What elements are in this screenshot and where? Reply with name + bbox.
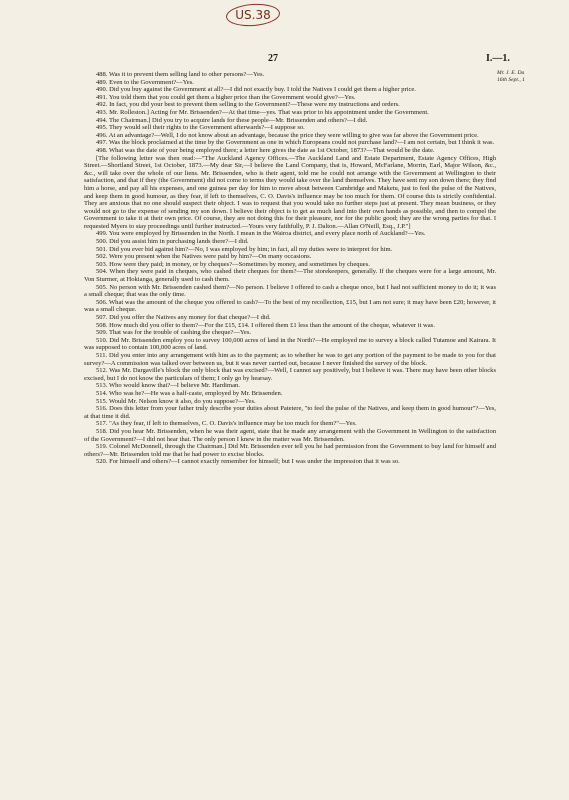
paragraph: 517. "As they fear, if left to themselves, C. O. Davis's influence may be too much for them?"—Yes. xyxy=(96,420,357,428)
paragraph: 498. What was the date of your being employed there; a letter here gives the date as 1st October, 1873?—That would be the date. xyxy=(96,146,435,154)
margin-note-date: 16th Sept., 1 xyxy=(497,77,525,83)
paragraph: 492. In fact, you did your best to prevent them selling to the Government?—These were my instructions and orders. xyxy=(96,101,400,109)
quoted-letter: [The following letter was then read:—"The Auckland Agency Offices.—The Auckland Land and Estate Department, Estate Agency Offices, High Street.—Shortland Street, 1st October, 1873.—My dear Sir,—I believe the Land Company, that is, Howard, McFarlane, Morrin, Earl, Major Wilson, &c., &c., will take over the whole of our liens. Mr. Brissenden, who is their agent, told me he could not arrange with the Government at Wellington to their satisfaction, and that if they (the Government) did not come to terms they would take over the land themselves. They have sent my son down there; they find him a horse, and pay all his expenses, and one guinea per day for him to move about between Cambridge and Maketu, just to feel the pulse of the Natives, and keep them in good humour, as they fear, if left to themselves, C. O. Davis's influence may be too much for them. Of course this is strictly confidential. They are anxious that no one should suspect their object. I was to request that you would take no further steps just at present. They mean business, or they would not go to the expense of sending my son down. I believe their object is to get as much land into their own hands as possible, and then to compel the Government to take it at their own price. Of course, they are not doing this for their pleasure, nor for the public good; they are the wrong parties for that. I requested Myers to stay proceedings until further instructed.—Yours very faithfully, P. J. Dalton.—Allan O'Neill, Esq., J.P."] xyxy=(84,154,496,230)
paragraph: 507. Did you offer the Natives any money for that cheque?—I did. xyxy=(96,314,271,321)
paragraph: 489. Even to the Government?—Yes. xyxy=(96,78,194,86)
paragraph: 512. Was Mr. Dargaville's block the only block that was excised?—Well, I cannot say positively, but I believe it was. There may have been other blocks excised, but I do not know the particulars of them; I only go by hearsay. xyxy=(84,367,496,382)
paragraph: 501. Did you ever bid against him?—No, I was employed by him; in fact, all my duties were to interpret for him. xyxy=(96,245,393,253)
document-body xyxy=(84,71,496,466)
paragraph: 491. You told them that you could get them a higher price than the Government would give?—Yes. xyxy=(96,93,356,101)
paragraph: 504. When they were paid in cheques, who cashed their cheques for them?—The storekeepers, generally. If the cheques were for a large amount, Mr. Von Sturmer, at Hokianga, generally used to cash them. xyxy=(84,268,496,284)
paragraph: 514. Who was he?—He was a half-caste, employed by Mr. Brissenden. xyxy=(96,389,283,397)
paragraph: 500. Did you assist him in purchasing lands there?—I did. xyxy=(96,238,249,246)
paragraph: 511. Did you enter into any arrangement with him as to the payment; as to whether he was to get any portion of the payment to be made to you for that survey?—A commission was talked over between us, but it was never carried out, because I never finished the survey of the block. xyxy=(84,351,496,367)
margin-note xyxy=(497,70,567,84)
paragraph: 506. What was the amount of the cheque you offered to cash?—To the best of my recollection, £15, but I am not sure; it may have been £20; however, it was a small cheque. xyxy=(84,298,496,314)
paragraph: 520. For himself and others?—I cannot exactly remember for himself; but I was under the impression that it was so. xyxy=(96,458,400,466)
paragraph: 516. Does this letter from your father truly describe your duties about Patetere, "to feel the pulse of the Natives, and keep them in good humour"?—Yes, at that time it did. xyxy=(84,405,496,420)
margin-note-witness: Mr. J. E. Da xyxy=(497,70,525,76)
paragraph: 509. That was for the trouble of cashing the cheque?—Yes. xyxy=(96,329,252,337)
paragraph: 497. Was the block proclaimed at the time by the Government as one in which Europeans could not purchase land?—I am not certain, but I think it was. xyxy=(96,139,495,147)
paragraph: 502. Were you present when the Natives were paid by him?—On many occasions. xyxy=(96,253,312,261)
paragraph: 513. Who would know that?—I believe Mr. Hardiman. xyxy=(96,382,240,390)
paragraph: 494. The Chairman.] Did you try to acquire lands for these people—Mr. Brissenden and others?—I did. xyxy=(96,116,368,124)
page-number: 27 xyxy=(268,53,278,64)
archive-stamp xyxy=(226,4,280,26)
paragraph: 503. How were they paid; in money, or by cheques?—Sometimes by money, and sometimes by cheques. xyxy=(96,260,370,268)
paragraph: 515. Would Mr. Nelson know it also, do you suppose?—Yes. xyxy=(96,397,256,405)
stamp-text: US.38 xyxy=(235,8,271,22)
paragraph: 519. Colonel McDonnell, through the Chairman.] Did Mr. Brissenden ever tell you he had permission from the Government to buy land for himself and others?—Mr. Brissenden told me that he had power to excise blocks. xyxy=(84,443,496,458)
paper-reference: I.—1. xyxy=(486,53,510,64)
paragraph: 495. They would sell their rights to the Government afterwards?—I suppose so. xyxy=(96,124,305,132)
paragraph: 510. Did Mr. Brissenden employ you to survey 100,000 acres of land in the North?—He employed me to survey a block called Tutamoe and Kairara. It was supposed to contain 100,000 acres of land. xyxy=(84,336,496,352)
paragraph: 508. How much did you offer to them?—For the £15, £14. I offered them £1 less than the amount of the cheque, whatever it was. xyxy=(96,321,435,329)
paragraph: 493. Mr. Rolleston.] Acting for Mr. Brissenden?—At that time—yes. That was prior to his appointment under the Government. xyxy=(96,108,429,116)
paragraph: 518. Did you hear Mr. Brissenden, when he was their agent, state that he made any arrangement with the Government in Wellington to the satisfaction of the Government?—I did not hear that. The only person I knew in the matter was Mr. Brissenden. xyxy=(84,427,496,443)
paragraph: 488. Was it to prevent them selling land to other persons?—Yes. xyxy=(96,71,265,78)
paragraph: 490. Did you buy against the Government at all?—I did not exactly buy. I told the Natives I could get them a higher price. xyxy=(96,86,416,94)
paragraph: 499. You were employed by Brissenden in the North. I mean in the Wairoa district, and every place north of Auckland?—Yes. xyxy=(96,230,426,238)
paragraph: 505. No person with Mr. Brissenden cashed them?—No person. I believe I offered to cash a cheque once, but I had not sufficient money to do it; it was a small cheque; that was the only time. xyxy=(84,283,496,299)
paragraph: 496. At an advantage?—Well, I do not know about an advantage, because the price they were willing to give was far above the Government price. xyxy=(96,131,479,139)
